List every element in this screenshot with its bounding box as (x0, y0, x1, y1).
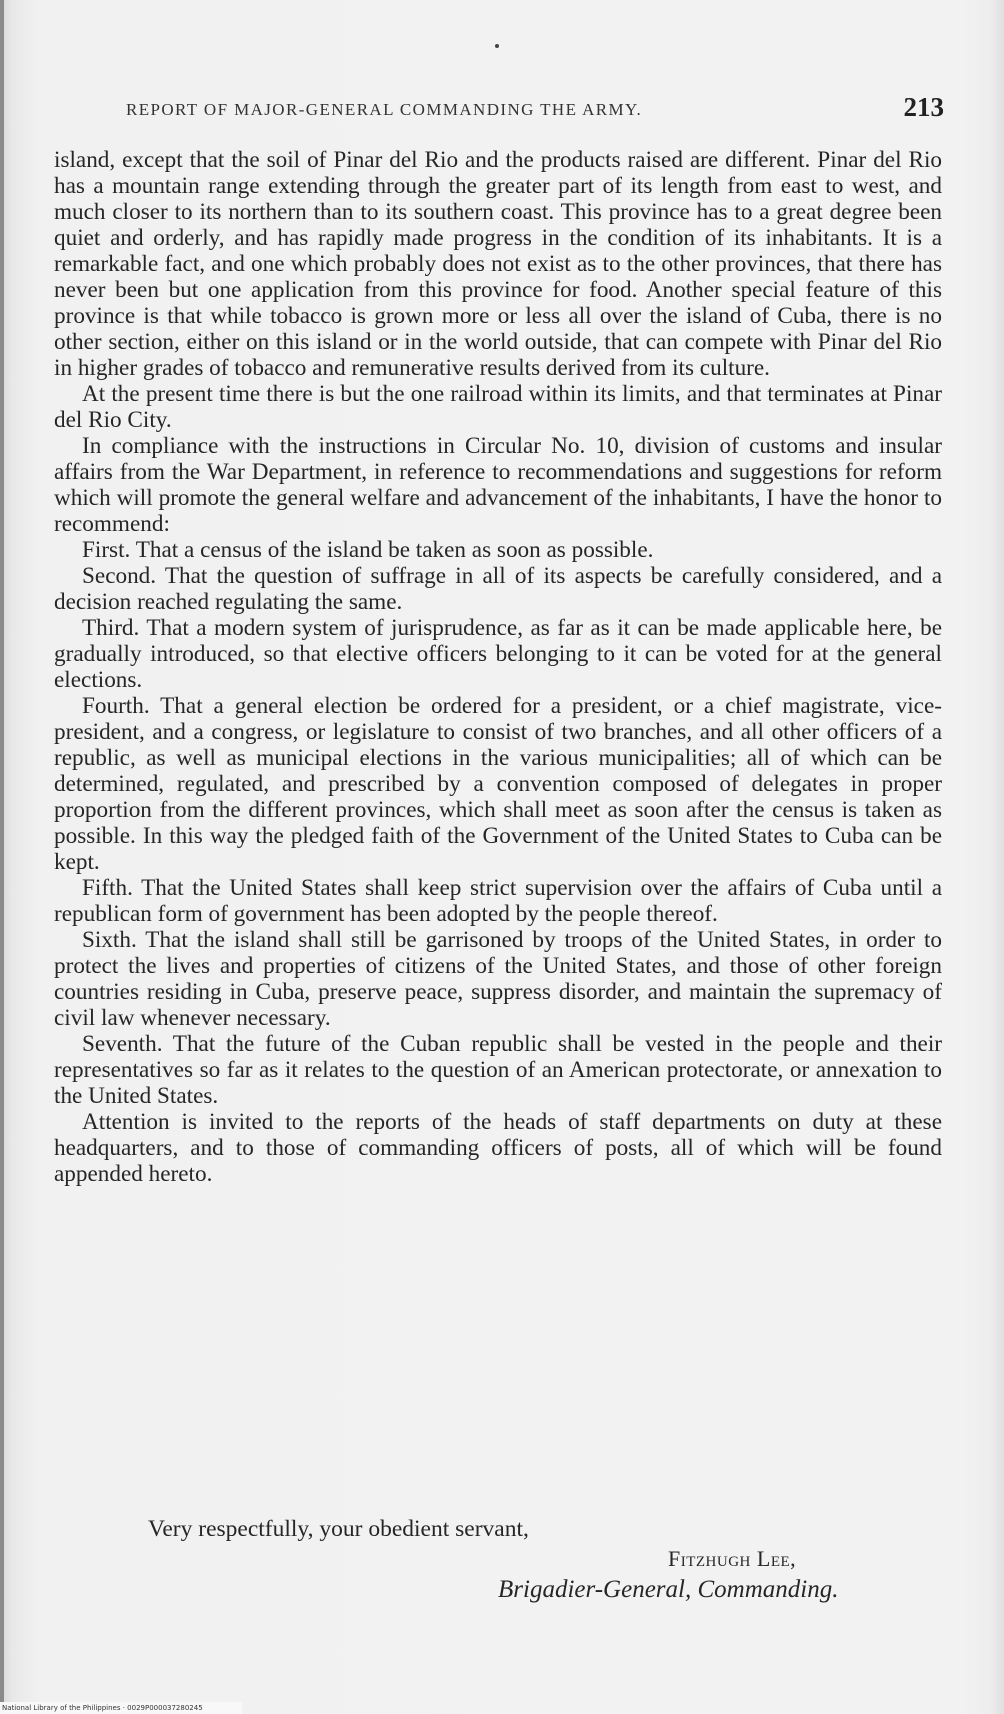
scan-footer: National Library of the Philippines · 0029P000037280245 (0, 1702, 242, 1714)
page-header (104, 92, 944, 128)
running-head: REPORT OF MAJOR-GENERAL COMMANDING THE ARMY. (126, 100, 643, 119)
paragraph: island, except that the soil of Pinar del Rio and the products raised are different. Pinar del Rio has a mountain range extending through the greater part of its length from east to west, and much closer to its northern than to its southern coast. This province has to a great degree been quiet and orderly, and has rapidly made progress in the condition of its inhabitants. It is a remarkable fact, and one which probably does not exist as to the other provinces, that there has never been but one application from this province for food. Another special feature of this province is that while tobacco is grown more or less all over the island of Cuba, there is no other section, either on this island or in the world outside, that can compete with Pinar del Rio in higher grades of tobacco and remunerative results derived from its culture. (54, 147, 942, 381)
recommendation-item: Sixth. That the island shall still be garrisoned by troops of the United States, in order to protect the lives and properties of citizens of the United States, and those of other foreign countries residing in Cuba, preserve peace, suppress disorder, and maintain the supremacy of civil law whenever necessary. (54, 927, 942, 1031)
page-number: 213 (903, 92, 944, 122)
recommendation-item: Second. That the question of suffrage in all of its aspects be carefully considered, and a decision reached regulating the same. (54, 563, 942, 615)
scan-speck (495, 44, 499, 48)
recommendation-item: Seventh. That the future of the Cuban republic shall be vested in the people and their representatives so far as it relates to the question of an American protectorate, or annexation to the United States. (54, 1031, 942, 1109)
closing-line: Very respectfully, your obedient servant, (148, 1516, 529, 1542)
recommendation-item: Fifth. That the United States shall keep strict supervision over the affairs of Cuba until a republican form of government has been adopted by the people thereof. (54, 875, 942, 927)
recommendation-item: Fourth. That a general election be ordered for a president, or a chief magistrate, vice-president, and a congress, or legislature to consist of two branches, and all other officers of a republic, as well as municipal elections in the various municipalities; all of which can be determined, regulated, and prescribed by a convention composed of delegates in proper proportion from the different provinces, which shall meet as soon after the census is taken as possible. In this way the pledged faith of the Government of the United States to Cuba can be kept. (54, 693, 942, 875)
signature-title: Brigadier-General, Commanding. (498, 1576, 839, 1603)
report-body (54, 147, 942, 1187)
recommendation-item: First. That a census of the island be taken as soon as possible. (82, 537, 654, 563)
recommendation-item: Third. That a modern system of jurisprudence, as far as it can be made applicable here, be gradually introduced, so that elective officers belonging to it can be voted for at the general elections. (54, 615, 942, 693)
paragraph: At the present time there is but the one railroad within its limits, and that terminates at Pinar del Rio City. (54, 381, 942, 433)
signature-name: Fitzhugh Lee, (668, 1546, 797, 1571)
paragraph: In compliance with the instructions in Circular No. 10, division of customs and insular affairs from the War Department, in reference to recommendations and suggestions for reform which will promote the general welfare and advancement of the inhabitants, I have the honor to recommend: (54, 433, 942, 537)
paragraph: Attention is invited to the reports of the heads of staff departments on duty at these headquarters, and to those of commanding officers of posts, all of which will be found appended hereto. (54, 1109, 942, 1187)
page-edge (0, 0, 4, 1714)
